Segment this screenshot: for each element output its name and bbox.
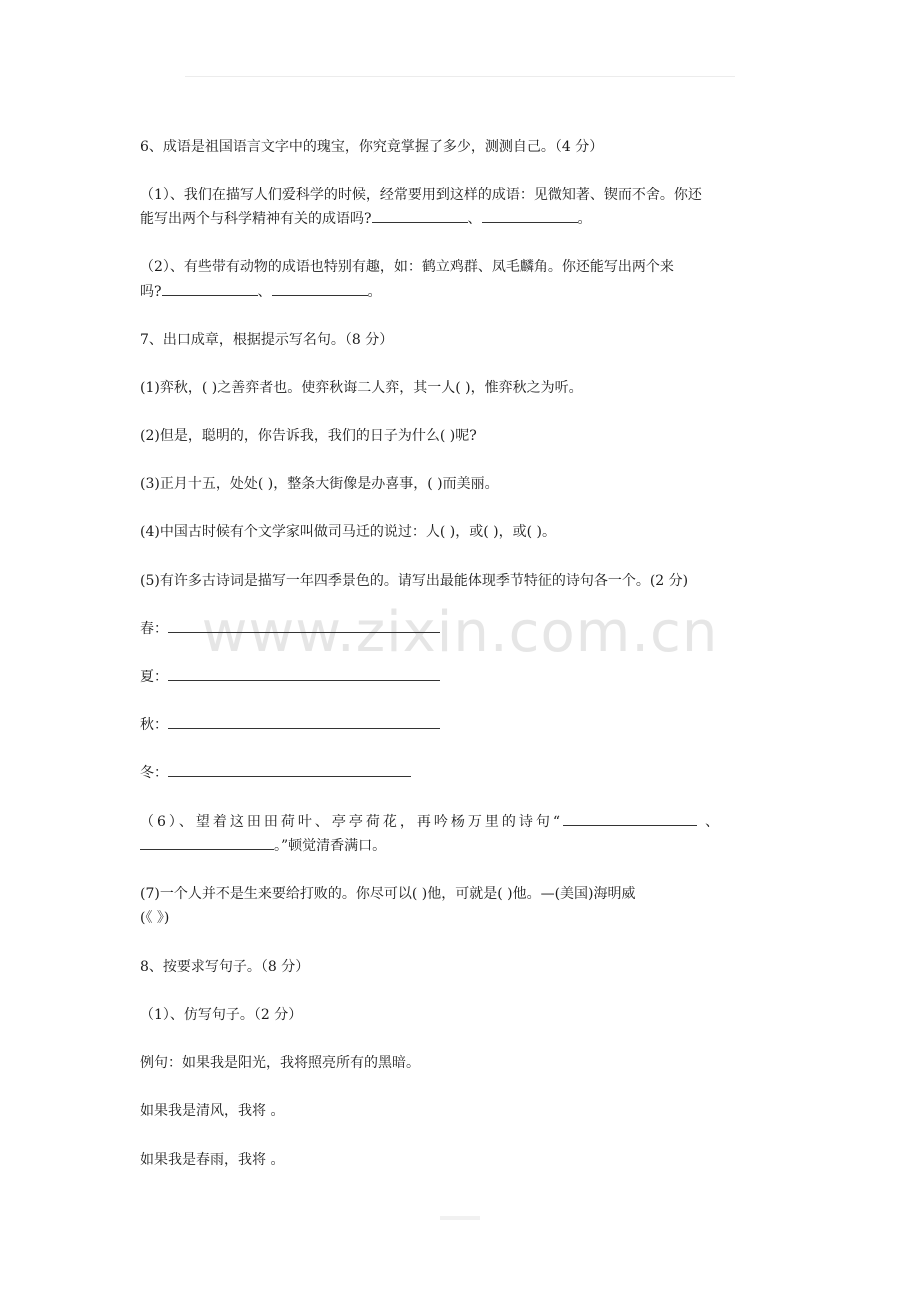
summer-blank[interactable] xyxy=(168,665,440,681)
spring-label: 春： xyxy=(140,621,168,637)
q7-s4: (4)中国古时候有个文学家叫做司马迁的说过：人( )，或( )，或( )。 xyxy=(140,524,556,540)
season-winter xyxy=(140,761,785,785)
summer-label: 夏： xyxy=(140,669,168,685)
q8-title: 8、按要求写句子。（8 分） xyxy=(140,959,310,975)
period: 。 xyxy=(367,284,382,300)
watermark: www.zixin.com.cn xyxy=(201,600,719,665)
poem-blank-2[interactable] xyxy=(140,834,274,850)
q7-s2: (2)但是，聪明的，你告诉我，我们的日子为什么( )呢? xyxy=(140,428,477,444)
q7-s3: (3)正月十五，处处( )，整条大街像是办喜事，( )而美丽。 xyxy=(140,476,499,492)
q7-s6-line2 xyxy=(140,834,785,858)
q6-title: 6、成语是祖国语言文字中的瑰宝，你究竟掌握了多少，测测自己。（4 分） xyxy=(140,139,604,155)
separator: 、 xyxy=(467,211,482,227)
q7-s6-line1 xyxy=(140,810,785,834)
q8-example: 例句：如果我是阳光，我将照亮所有的黑暗。 xyxy=(140,1055,420,1071)
header-rule xyxy=(185,76,735,77)
q7-s1: (1)弈秋，( )之善弈者也。使弈秋诲二人弈，其一人( )，惟弈秋之为听。 xyxy=(140,380,583,396)
q6-p2-line1: （2）、有些带有动物的成语也特别有趣，如：鹤立鸡群、凤毛麟角。你还能写出两个来 xyxy=(140,259,674,275)
q6-p2-line2 xyxy=(140,280,785,304)
q8-line-a[interactable]: 如果我是清风，我将 。 xyxy=(140,1103,285,1119)
answer-blank[interactable] xyxy=(162,280,258,296)
spring-blank[interactable] xyxy=(168,617,440,633)
q6-p1-line2 xyxy=(140,207,785,231)
season-spring xyxy=(140,617,785,641)
winter-label: 冬： xyxy=(140,765,168,781)
q7-title: 7、出口成章，根据提示写名句。（8 分） xyxy=(140,332,394,348)
footer-mark xyxy=(440,1216,480,1220)
separator: 、 xyxy=(257,284,272,300)
q8-sub1: （1）、仿写句子。（2 分） xyxy=(140,1007,303,1023)
q7-s7-line1: (7)一个人并不是生来要给打败的。你尽可以( )他，可就是( )他。—(美国)海明威 xyxy=(140,886,636,902)
answer-blank[interactable] xyxy=(482,207,578,223)
separator: 、 xyxy=(705,814,723,830)
autumn-blank[interactable] xyxy=(168,713,440,729)
q7-s7-line2: (《 》) xyxy=(140,910,170,926)
q7-s6-ending: 。”顿觉清香满口。 xyxy=(274,838,387,854)
q8-line-b[interactable]: 如果我是春雨，我将 。 xyxy=(140,1152,285,1168)
season-autumn xyxy=(140,713,785,737)
answer-blank[interactable] xyxy=(272,280,368,296)
winter-blank[interactable] xyxy=(168,761,411,777)
answer-blank[interactable] xyxy=(372,207,468,223)
q6-p1-prompt: 能写出两个与科学精神有关的成语吗? xyxy=(140,211,372,227)
q7-s5: (5)有许多古诗词是描写一年四季景色的。请写出最能体现季节特征的诗句各一个。(2 分) xyxy=(140,573,689,589)
q6-p1-line1: （1）、我们在描写人们爱科学的时候，经常要用到这样的成语：见微知著、锲而不舍。你还 xyxy=(140,187,702,203)
q7-s6-prompt: （6）、望着这田田荷叶、亭亭荷花，再吟杨万里的诗句“ xyxy=(140,814,564,830)
q6-p2-prompt: 吗? xyxy=(140,284,162,300)
autumn-label: 秋： xyxy=(140,717,168,733)
season-summer xyxy=(140,665,785,689)
poem-blank-1[interactable] xyxy=(563,810,697,826)
period: 。 xyxy=(577,211,592,227)
